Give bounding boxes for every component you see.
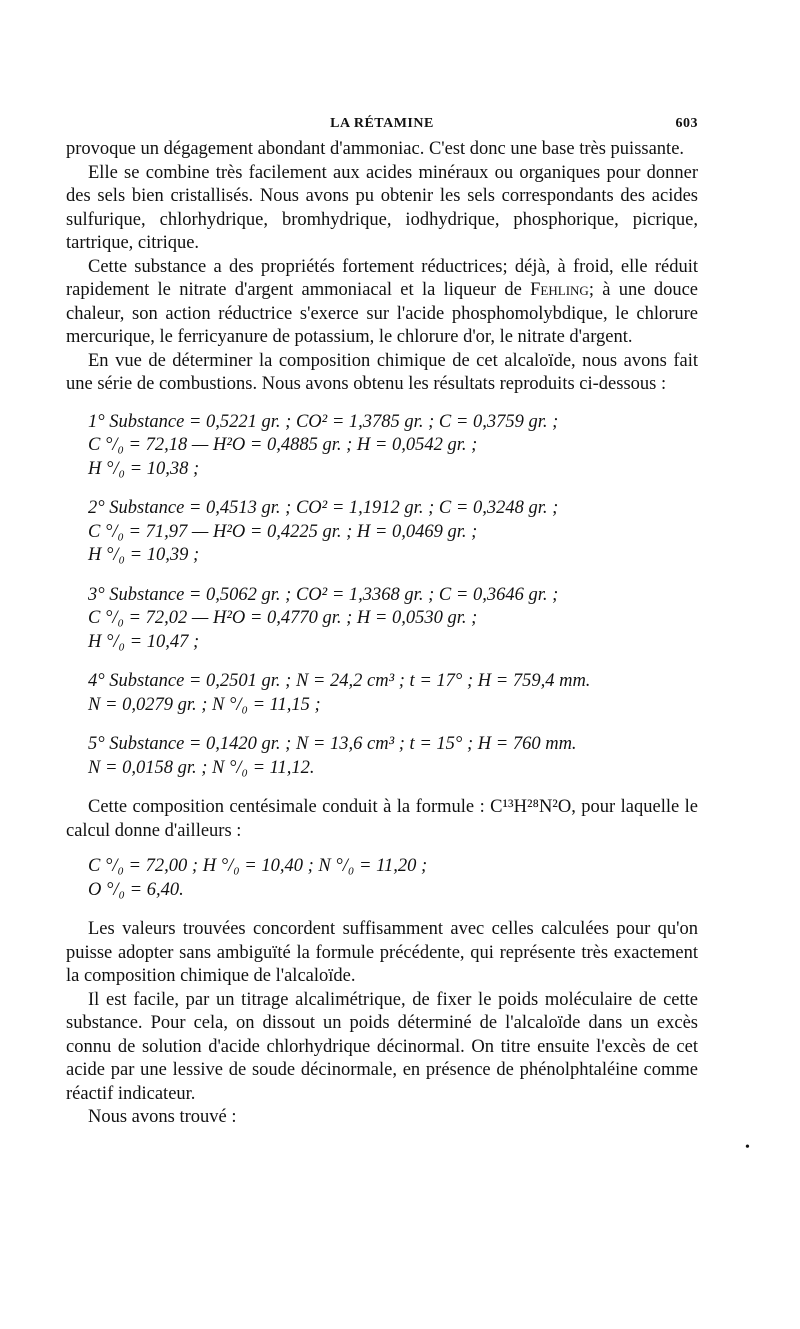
result-line: 1° Substance = 0,5221 gr. ; CO² = 1,3785 gr. ; C = 0,3759 gr. ; (88, 411, 559, 432)
result-line: H °/₀ = 10,39 ; (88, 545, 200, 565)
result-2 (88, 497, 698, 568)
page (66, 108, 698, 1130)
result-3 (88, 584, 698, 655)
calculated-composition (88, 855, 698, 902)
result-line: C °/₀ = 72,18 — H²O = 0,4885 gr. ; H = 0,0542 gr. ; (88, 435, 478, 455)
result-1 (88, 411, 698, 482)
paragraph-reducing-text-1: Cette substance a des propriétés fortement réductrices; déjà, à froid, elle réduit rapidement le nitrate d'argent ammoniacal et la liqueur de (66, 256, 698, 300)
page-number: 603 (675, 116, 698, 131)
result-line: 4° Substance = 0,2501 gr. ; N = 24,2 cm³ ; t = 17° ; H = 759,4 mm. (88, 671, 591, 691)
paragraph-agreement: Les valeurs trouvées concordent suffisamment avec celles calculées pour qu'on puisse adopter sans ambiguïté la formule précédente, qui représente très exactement la composition chimique de l'alcaloïde. (66, 919, 698, 986)
paragraph-reducing-text-2: ; à une douce chaleur, son action réductrice s'exerce sur l'acide phosphomolybdique, le chlorure mercurique, le ferricyanure de potassium, le chlorure d'or, le nitrate d'argent. (66, 280, 699, 347)
paragraph-salts: Elle se combine très facilement aux acides minéraux ou organiques pour donner des sels bien cristallisés. Nous avons pu obtenir les sels correspondants des acides sulfurique, chlorhydrique, bromhydrique, iodhydrique, phosphorique, picrique, tartrique, citrique. (66, 162, 698, 253)
result-5 (88, 733, 698, 780)
result-line: H °/₀ = 10,38 ; (88, 458, 200, 479)
result-line: N = 0,0279 gr. ; N °/₀ = 11,15 ; (88, 694, 321, 715)
paragraph-reducing-properties (66, 256, 698, 350)
calc-line: O °/₀ = 6,40. (88, 879, 184, 900)
margin-bullet: • (745, 1140, 750, 1155)
result-line: 2° Substance = 0,4513 gr. ; CO² = 1,1912 gr. ; C = 0,3248 gr. ; (88, 498, 559, 518)
result-line: C °/₀ = 72,02 — H²O = 0,4770 gr. ; H = 0,0530 gr. ; (88, 608, 478, 628)
running-header (66, 108, 698, 138)
result-line: 3° Substance = 0,5062 gr. ; CO² = 1,3368 gr. ; C = 0,3646 gr. ; (88, 584, 559, 605)
fehling-name: Fehling (530, 280, 589, 300)
result-line: C °/₀ = 71,97 — H²O = 0,4225 gr. ; H = 0,0469 gr. ; (88, 521, 478, 542)
paragraph-combustions: En vue de déterminer la composition chimique de cet alcaloïde, nous avons fait une série de combustions. Nous avons obtenu les résultats reproduits ci-dessous : (66, 350, 698, 394)
paragraph-titration: Il est facile, par un titrage alcalimétrique, de fixer le poids moléculaire de cette substance. Pour cela, on dissout un poids déterminé de l'alcaloïde dans un excès connu de solution d'acide chlorhydrique décinormal. On titre ensuite l'excès de cet acide par une lessive de soude décinormale, en présence de phénolphtaléine comme réactif indicateur. (66, 989, 698, 1104)
result-4 (88, 670, 698, 717)
paragraph-found: Nous avons trouvé : (88, 1107, 237, 1127)
paragraph-formula: Cette composition centésimale conduit à la formule : C¹³H²⁸N²O, pour laquelle le calcul donne d'ailleurs : (66, 797, 698, 841)
paragraph-continuation: provoque un dégagement abondant d'ammoniac. C'est donc une base très puissante. (66, 139, 685, 159)
running-title: LA RÉTAMINE (330, 116, 434, 131)
calc-line: C °/₀ = 72,00 ; H °/₀ = 10,40 ; N °/₀ = 11,20 ; (88, 856, 428, 876)
combustion-results (88, 411, 698, 781)
result-line: N = 0,0158 gr. ; N °/₀ = 11,12. (88, 757, 315, 778)
result-line: H °/₀ = 10,47 ; (88, 631, 200, 652)
result-line: 5° Substance = 0,1420 gr. ; N = 13,6 cm³ ; t = 15° ; H = 760 mm. (88, 734, 577, 754)
